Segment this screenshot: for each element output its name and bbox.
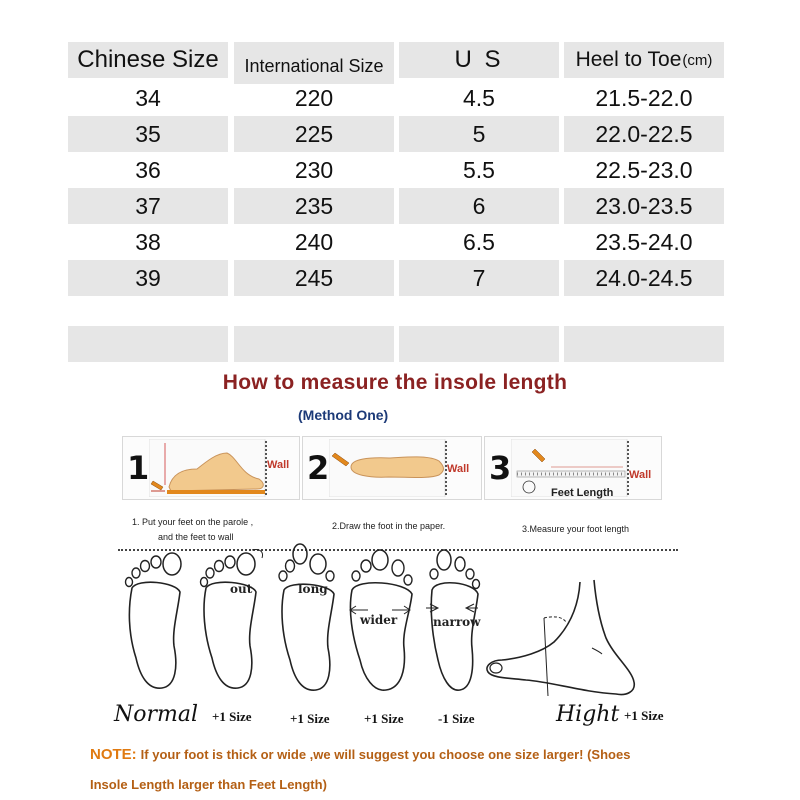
header-international-size: International Size <box>234 42 394 84</box>
feet-length-label: Feet Length <box>551 487 614 499</box>
step-2-number: 2 <box>307 449 330 487</box>
note-line2: Insole Length larger than Feet Length) <box>90 777 327 792</box>
step-2-panel <box>302 436 482 500</box>
label-wider: wider <box>360 613 398 627</box>
size-adjustment: +1 Size <box>212 709 252 724</box>
cell-international-size: 220 <box>294 84 334 111</box>
cell-us-size: 7 <box>399 260 559 296</box>
cell-chinese-size: 37 <box>68 188 228 224</box>
footprint-long-icon <box>272 540 344 696</box>
cell-international-size: 240 <box>294 228 334 255</box>
size-adjustment: +1 Size <box>364 711 404 726</box>
table-row <box>68 80 724 116</box>
step-1-number: 1 <box>127 449 150 487</box>
label-long: long <box>298 582 328 596</box>
cell-heel-to-toe: 23.5-24.0 <box>595 228 693 255</box>
empty-cell <box>564 326 724 362</box>
step-1-text-line1: 1. Put your feet on the parole , <box>132 517 254 527</box>
cell-heel-to-toe: 21.5-22.0 <box>595 84 693 111</box>
cell-chinese-size: 36 <box>135 156 161 183</box>
note-text <box>90 740 750 800</box>
wall-label: Wall <box>447 463 470 475</box>
header-us-size: U S <box>399 42 559 78</box>
cell-international-size: 245 <box>234 260 394 296</box>
cell-chinese-size: 38 <box>135 228 161 255</box>
size-adjustment: -1 Size <box>438 711 475 726</box>
header-heel-to-toe-unit: (cm) <box>682 51 713 69</box>
cell-heel-to-toe: 23.0-23.5 <box>564 188 724 224</box>
step-1-text-line2: and the feet to wall <box>158 532 234 542</box>
wall-label: Wall <box>629 469 652 481</box>
cell-heel-to-toe: 22.0-22.5 <box>564 116 724 152</box>
method-label: (Method One) <box>298 407 389 423</box>
cell-us-size: 6 <box>399 188 559 224</box>
cell-chinese-size: 39 <box>68 260 228 296</box>
cell-us-size: 4.5 <box>463 84 495 111</box>
cell-chinese-size: 35 <box>68 116 228 152</box>
table-row <box>68 152 724 188</box>
header-heel-to-toe <box>564 42 724 78</box>
cell-us-size: 5.5 <box>463 156 495 183</box>
foot-side-high-arch-icon <box>482 578 642 702</box>
table-row-empty <box>68 326 724 362</box>
cell-international-size: 230 <box>294 156 334 183</box>
label-out: out <box>230 582 253 596</box>
footprint-normal-icon <box>118 548 190 696</box>
size-adjustment: +1 Size <box>290 711 330 726</box>
cell-us-size: 5 <box>399 116 559 152</box>
header-chinese-size: Chinese Size <box>68 42 228 78</box>
footprint-out-icon <box>196 546 268 696</box>
step-1-panel <box>122 436 300 500</box>
note-line1: If your foot is thick or wide ,we will suggest you choose one size larger! (Shoes <box>140 747 631 762</box>
cell-international-size: 225 <box>234 116 394 152</box>
table-row <box>68 116 724 152</box>
step-3-panel <box>484 436 662 500</box>
cell-heel-to-toe: 24.0-24.5 <box>564 260 724 296</box>
size-adjustment: +1 Size <box>624 708 664 723</box>
note-key: NOTE: <box>90 746 137 763</box>
cell-chinese-size: 34 <box>135 84 161 111</box>
empty-cell <box>399 326 559 362</box>
table-row <box>68 260 724 296</box>
step-2-text: 2.Draw the foot in the paper. <box>332 521 446 531</box>
step-1-text <box>132 515 253 545</box>
cell-international-size: 235 <box>234 188 394 224</box>
table-row <box>68 224 724 260</box>
cell-heel-to-toe: 22.5-23.0 <box>595 156 693 183</box>
cell-us-size: 6.5 <box>463 228 495 255</box>
step-3-number: 3 <box>489 449 512 487</box>
label-high: Hight <box>556 702 620 727</box>
table-header-row <box>68 42 724 78</box>
empty-cell <box>234 326 394 362</box>
step-3-text: 3.Measure your foot length <box>522 524 630 534</box>
table-row <box>68 188 724 224</box>
label-narrow: narrow <box>433 615 481 629</box>
wall-label: Wall <box>267 459 290 471</box>
empty-cell <box>68 326 228 362</box>
label-normal: Normal <box>114 702 199 727</box>
header-heel-to-toe-label: Heel to Toe <box>575 48 682 71</box>
measure-title: How to measure the insole length <box>222 371 568 394</box>
